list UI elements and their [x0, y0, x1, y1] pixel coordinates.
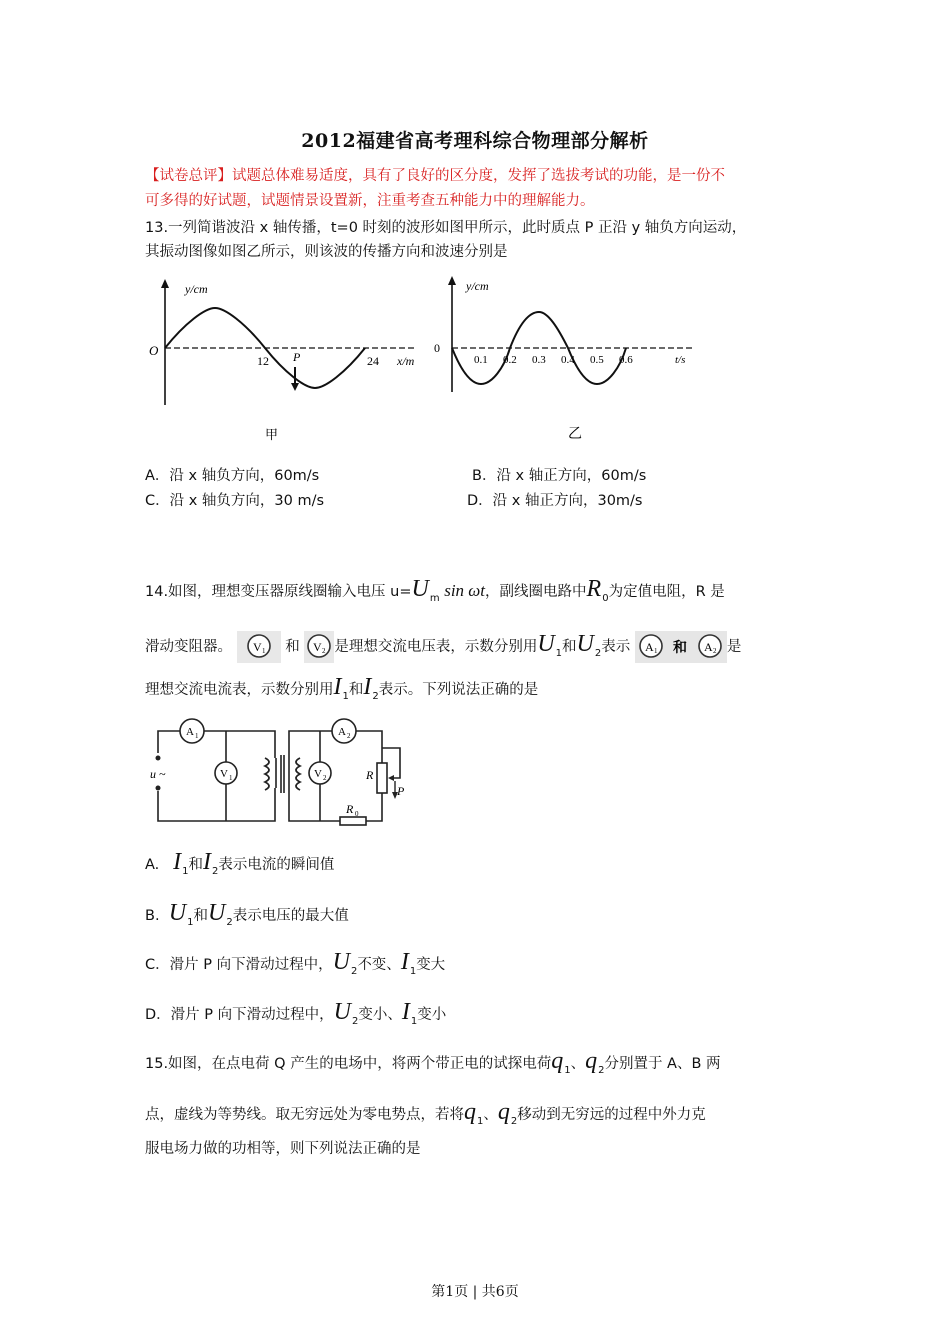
q13-stem-2: 其振动图像如图乙所示，则该波的传播方向和波速分别是 — [145, 244, 508, 260]
tick-24: 24 — [367, 354, 379, 368]
tick-12: 12 — [257, 354, 269, 368]
math-q2: q — [585, 1048, 598, 1074]
slider-arrow-icon — [388, 775, 394, 781]
math-U1: U — [537, 631, 555, 657]
svg-text:A: A — [703, 640, 713, 654]
svg-text:1: 1 — [195, 732, 199, 740]
math-sub-0: 0 — [602, 593, 609, 604]
math-I1: I — [173, 849, 182, 875]
source-u-label: u ~ — [150, 767, 166, 781]
q14-text-2d: 是 — [726, 639, 742, 655]
svg-text:1: 1 — [229, 774, 233, 782]
y-axis-label: y/cm — [466, 279, 489, 293]
q14-text-1b: ，副线圈电路中 — [485, 584, 587, 600]
y-axis-label: y/cm — [185, 282, 208, 296]
math-R0: R — [586, 576, 602, 602]
origin-label: 0 — [434, 341, 440, 355]
q13-option-a: A．沿 x 轴负方向，60m/s — [145, 468, 320, 484]
svg-text:1: 1 — [261, 647, 266, 655]
q14-text-1a: 14.如图，理想变压器原线圈输入电压 u= — [145, 584, 412, 600]
math-U: U — [411, 576, 429, 602]
svg-text:V: V — [252, 640, 262, 654]
y-axis-arrow-icon — [448, 276, 456, 285]
origin-label: O — [149, 343, 159, 358]
math-sub-2: 2 — [372, 691, 379, 702]
math-q1: q — [551, 1048, 564, 1074]
summary-line-2: 可多得的好试题，试题情景设置新，注重考查五种能力中的理解能力。 — [145, 193, 595, 209]
page-title: 2012福建省高考理科综合物理部分解析 — [301, 130, 649, 152]
vibration-graph-yi — [430, 272, 710, 447]
q14-text-2a: 滑动变阻器。 — [145, 639, 232, 655]
q14-text-he: 和 — [285, 639, 300, 655]
resistor-r-label: R — [366, 768, 374, 782]
q14-text-3b: 表示。下列说法正确的是 — [378, 682, 539, 698]
q14-text-2b: 是理想交流电压表，示数分别用 — [334, 639, 538, 655]
y-axis-arrow-icon — [161, 279, 169, 288]
q14-text-he-3: 和 — [348, 682, 364, 698]
q14-text-he-2: 和 — [562, 639, 577, 655]
tick-0-2: 0.2 — [503, 354, 517, 366]
down-arrow-icon — [291, 383, 299, 391]
math-sub-2: 2 — [594, 648, 602, 659]
math-sinwt: sin ωt — [444, 581, 486, 600]
svg-text:2: 2 — [712, 647, 717, 655]
svg-text:A: A — [644, 640, 654, 654]
voltmeter-v1-label: V — [220, 768, 228, 780]
math-q2: q — [497, 1099, 510, 1125]
math-I1: I — [400, 949, 409, 975]
slider-p-label: P — [397, 784, 405, 798]
terminal-dot — [156, 786, 161, 791]
q15-stem-1: 15.如图，在点电荷 Q 产生的电场中，将两个带正电的试探电荷$q_1$、$q_2$分别置于 A、B 两 — [145, 1048, 721, 1076]
voltmeter-v2-label: V — [314, 768, 322, 780]
math-U2: U — [208, 900, 226, 926]
q14-option-a: A. $I_1$和$I_2$表示电流的瞬间值 — [145, 849, 335, 877]
q13-option-b: B．沿 x 轴正方向，60m/s — [472, 468, 647, 484]
q14-option-b: B. $U_1$和$U_2$表示电压的最大值 — [145, 900, 349, 928]
math-U2: U — [576, 631, 594, 657]
fig-caption-jia: 甲 — [265, 428, 279, 443]
tick-0-1: 0.1 — [474, 354, 488, 366]
q13-option-d: D．沿 x 轴正方向，30m/s — [467, 493, 643, 509]
ammeter-a1-label: A — [186, 726, 194, 738]
q14-option-d: D．滑片 P 向下滑动过程中，$U_2$变小、$I_1$变小 — [145, 999, 447, 1027]
math-U2: U — [333, 999, 351, 1025]
tick-0-6: 0.6 — [619, 354, 633, 366]
math-I1: I — [333, 674, 342, 700]
page-footer: 第1页 | 共6页 — [431, 1284, 519, 1300]
q15-stem-2: 点，虚线为等势线。取无穷远处为零电势点，若将$q_1$、$q_2$移动到无穷远的过程中外力克 — [145, 1099, 706, 1127]
x-axis-label: x/m — [397, 354, 415, 368]
q14-stem-2 — [145, 628, 741, 665]
svg-text:2: 2 — [322, 647, 326, 655]
math-U1: U — [168, 900, 187, 926]
summary-line-1 — [145, 164, 725, 189]
voltmeter-v2-image — [304, 631, 334, 663]
math-I2: I — [202, 849, 211, 875]
q13-option-c: C．沿 x 轴负方向，30 m/s — [145, 493, 325, 509]
ammeters-a1-a2-image — [635, 631, 727, 663]
math-sub-1: 1 — [342, 691, 349, 702]
q14-text-3a: 理想交流电流表，示数分别用 — [145, 682, 334, 698]
voltmeter-v1-image — [237, 631, 281, 663]
q14-option-c: C．滑片 P 向下滑动过程中，$U_2$不变、$I_1$变大 — [145, 949, 446, 977]
math-sub-1: 1 — [555, 648, 563, 659]
summary-tag: 【试卷总评】 — [145, 168, 232, 184]
math-q1: q — [464, 1099, 476, 1125]
tick-0-3: 0.3 — [532, 354, 546, 366]
math-sub-m: m — [429, 593, 440, 604]
q14-text-2c: 表示 — [601, 639, 631, 655]
q13-stem-1: 13.一列简谐波沿 x 轴传播，t=0 时刻的波形如图甲所示，此时质点 P 正沿 y 轴负方向运动， — [145, 220, 747, 236]
t-axis-label: t/s — [675, 354, 686, 366]
math-I2: I — [363, 674, 372, 700]
math-I1: I — [401, 999, 410, 1025]
svg-text:0: 0 — [355, 810, 359, 818]
summary-text-1: 试题总体难易适度，具有了良好的区分度，发挥了选拔考试的功能，是一份不 — [232, 168, 725, 184]
terminal-dot — [156, 756, 161, 761]
resistor-r0-label: R — [346, 802, 354, 816]
wave-graph-jia — [145, 275, 435, 450]
svg-text:1: 1 — [653, 647, 658, 655]
point-p-label: P — [293, 350, 301, 364]
tick-0-5: 0.5 — [590, 354, 604, 366]
ammeter-a2-label: A — [338, 726, 346, 738]
svg-text:2: 2 — [347, 732, 351, 740]
q14-text-1c: 为定值电阻，R 是 — [608, 584, 725, 600]
svg-text:和: 和 — [672, 640, 687, 656]
q14-stem-1 — [145, 574, 725, 609]
fig-caption-yi: 乙 — [568, 426, 582, 442]
q14-stem-3 — [145, 672, 538, 707]
math-U2: U — [332, 949, 350, 975]
q15-stem-3: 服电场力做的功相等，则下列说法正确的是 — [145, 1141, 421, 1157]
transformer-circuit-diagram — [150, 713, 440, 833]
svg-text:V: V — [313, 640, 322, 654]
svg-text:2: 2 — [323, 774, 327, 782]
tick-0-4: 0.4 — [561, 354, 575, 366]
